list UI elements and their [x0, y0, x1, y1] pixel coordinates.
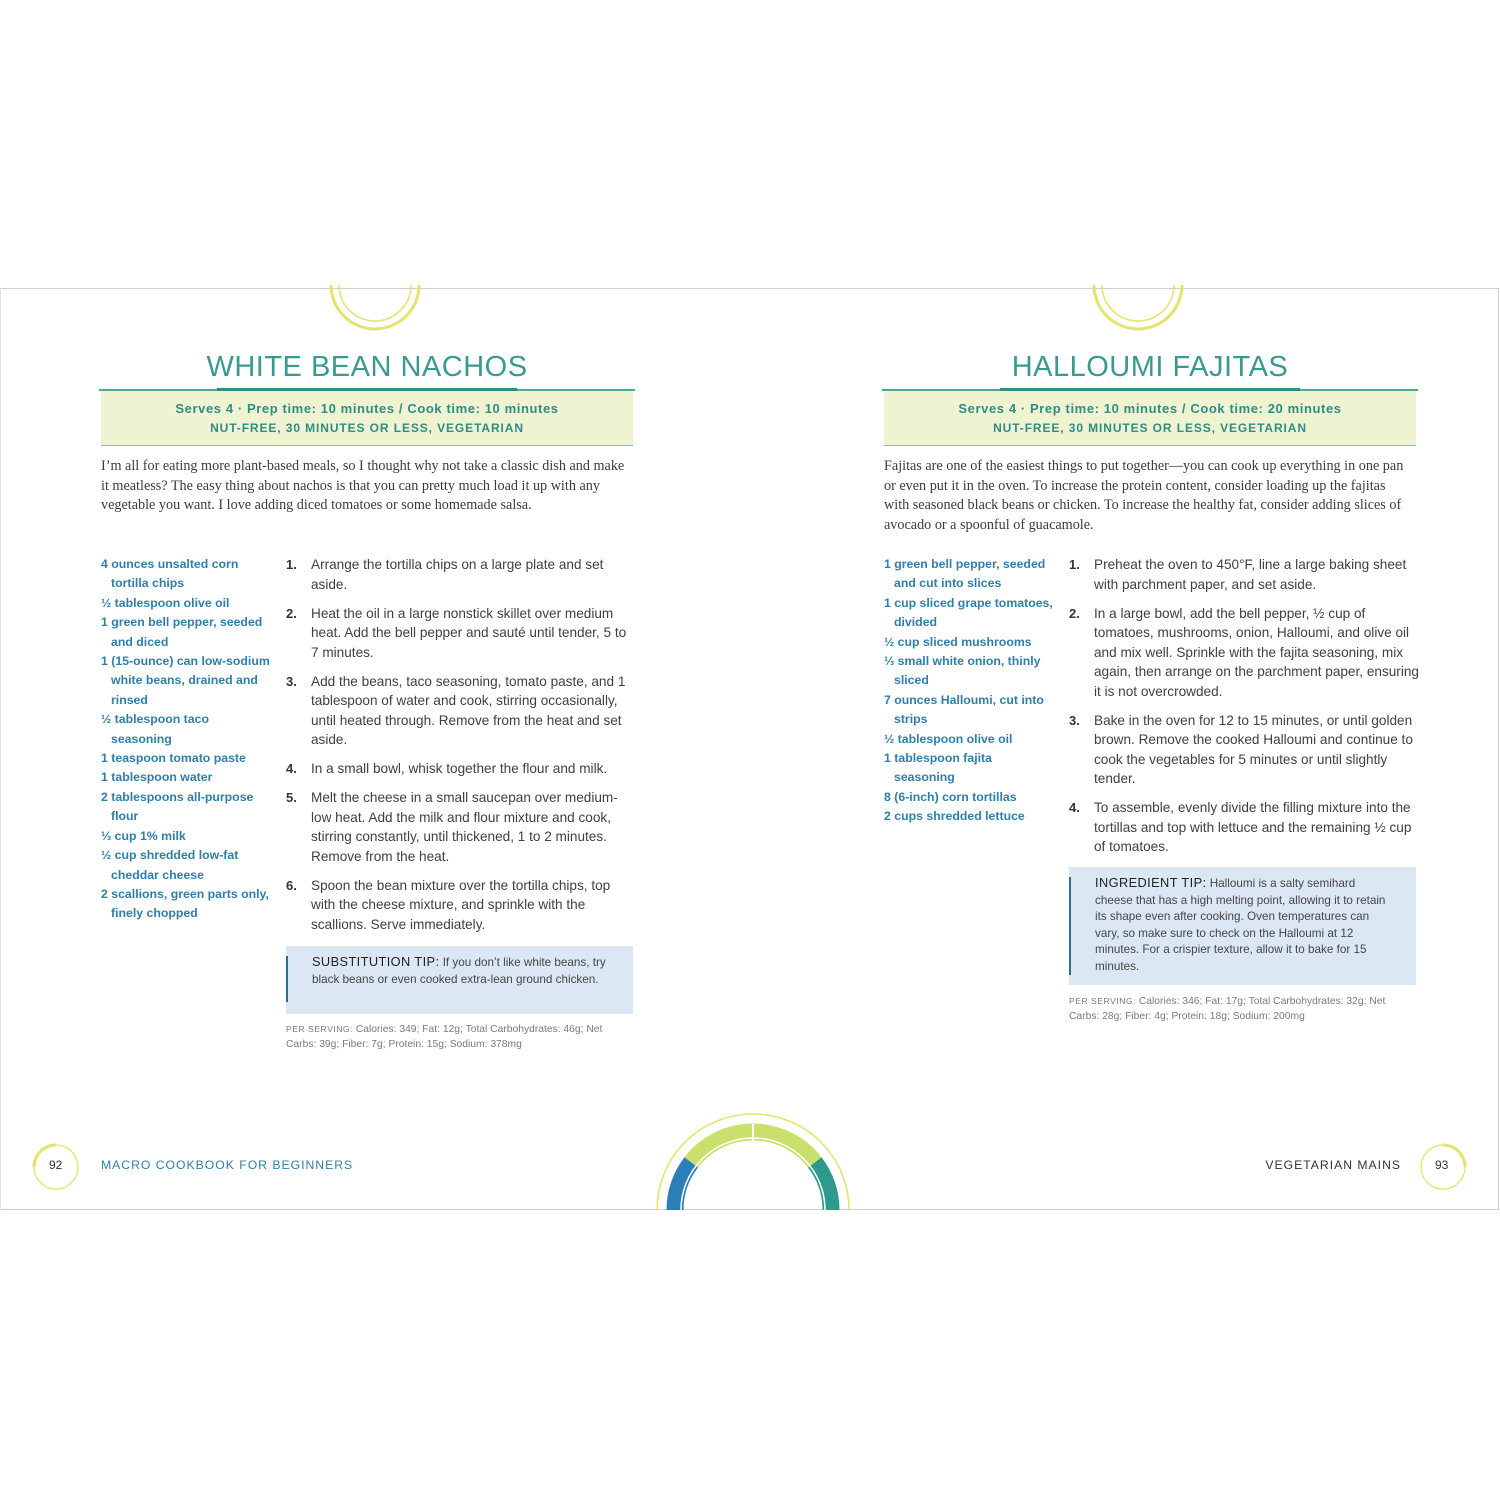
substitution-tip-box	[286, 946, 633, 1014]
step-number: 2.	[286, 605, 297, 621]
step-number: 2.	[1069, 605, 1080, 621]
recipe-servings-times: Serves 4 · Prep time: 10 minutes / Cook time: 20 minutes	[958, 401, 1342, 416]
recipe-info-box	[884, 391, 1416, 446]
tip-label: SUBSTITUTION TIP:	[312, 954, 440, 969]
instruction-step	[1069, 798, 1419, 857]
step-number: 4.	[286, 761, 297, 776]
instruction-step	[1069, 711, 1419, 789]
bottom-macro-ring-decoration	[653, 1116, 853, 1210]
step-number: 1.	[1069, 557, 1080, 572]
book-title-folio: MACRO COOKBOOK FOR BEGINNERS	[101, 1158, 354, 1172]
recipe-labels: NUT-FREE, 30 MINUTES OR LESS, VEGETARIAN	[210, 421, 524, 435]
ingredient-item: 1 cup sliced grape tomatoes, divided	[884, 595, 1053, 630]
ingredient-item: ½ tablespoon olive oil	[101, 595, 230, 610]
ingredient-item: 2 cups shredded lettuce	[884, 809, 1025, 824]
tip-accent-bar	[286, 956, 288, 1002]
top-ring-decoration-left	[327, 283, 423, 335]
ingredient-item: ½ cup shredded low-fat cheddar cheese	[101, 848, 239, 882]
book-spread	[0, 288, 1499, 1210]
ingredient-item: 1 tablespoon fajita seasoning	[884, 751, 992, 785]
ingredient-item: ⅓ cup 1% milk	[101, 828, 186, 843]
ingredient-item: 2 tablespoons all-purpose flour	[101, 789, 254, 824]
tip-text	[312, 954, 612, 988]
ingredient-item: 1 green bell pepper, seeded and cut into slices	[884, 557, 1046, 591]
step-text: Melt the cheese in a small saucepan over medium-low heat. Add the milk and flour mixture and cook, stirring constantly, until thickened, 1 to 2 minutes. Remove from the heat.	[311, 790, 618, 864]
instruction-step	[1069, 604, 1419, 702]
step-text: Add the beans, taco seasoning, tomato paste, and 1 tablespoon of water and cook, stirring occasionally, until heated through. Remove from the heat and set aside.	[311, 673, 626, 747]
ingredient-item: ½ cup sliced mushrooms	[884, 634, 1032, 649]
ingredient-item: 1 (15-ounce) can low-sodium white beans, drained and rinsed	[101, 654, 270, 707]
recipe-title: HALLOUMI FAJITAS	[1011, 351, 1289, 383]
nutrition-values: Calories: 346; Fat: 17g; Total Carbohydrates: 32g; Net Carbs: 28g; Fiber: 4g; Protein: 18g; Sodium: 200mg	[1069, 996, 1386, 1022]
nutrition-label: PER SERVING:	[1069, 996, 1136, 1006]
tip-label: INGREDIENT TIP:	[1095, 875, 1207, 890]
ingredient-list	[884, 555, 1056, 827]
top-ring-decoration-right	[1090, 283, 1186, 335]
recipe-labels: NUT-FREE, 30 MINUTES OR LESS, VEGETARIAN	[993, 421, 1307, 435]
step-text: Spoon the bean mixture over the tortilla chips, top with the cheese mixture, and sprinkle with the scallions. Serve immediately.	[311, 877, 611, 932]
ingredient-list	[101, 555, 273, 924]
instruction-list	[1069, 555, 1419, 866]
instruction-step	[1069, 555, 1419, 594]
ingredient-item: 1 teaspoon tomato paste	[101, 751, 246, 766]
step-text: In a small bowl, whisk together the flour and milk.	[311, 761, 608, 776]
ingredient-item: 8 (6-inch) corn tortillas	[884, 789, 1017, 804]
tip-accent-bar	[1069, 877, 1071, 975]
recipe-title: WHITE BEAN NACHOS	[206, 351, 528, 383]
step-number: 1.	[286, 557, 297, 572]
ingredient-item: 1 tablespoon water	[101, 770, 213, 785]
nutrition-values: Calories: 349; Fat: 12g; Total Carbohydrates: 46g; Net Carbs: 39g; Fiber: 7g; Protein: 15g; Sodium: 378mg	[286, 1024, 603, 1050]
step-text: Bake in the oven for 12 to 15 minutes, or until golden brown. Remove the cooked Halloumi and continue to cook the vegetables for 5 minutes or until slightly tender.	[1094, 712, 1413, 786]
tip-body: Halloumi is a salty semihard cheese that has a high melting point, allowing it to retain its shape even after cooking. Oven temperatures can vary, so make sure to check on the Halloumi at 12 minutes. For a crispier texture, allow it to bake for 15 minutes.	[1095, 877, 1386, 973]
step-text: Arrange the tortilla chips on a large plate and set aside.	[311, 557, 604, 592]
instruction-step	[286, 604, 636, 663]
step-number: 3.	[1069, 712, 1080, 728]
recipe-info-box	[101, 391, 633, 446]
instruction-step	[286, 788, 636, 866]
ingredient-item: ⅓ small white onion, thinly sliced	[884, 654, 1041, 688]
instruction-list	[286, 555, 636, 944]
tip-body: If you don’t like white beans, try black beans or even cooked extra-lean ground chicken.	[312, 956, 606, 986]
page-number: 93	[1435, 1158, 1449, 1172]
step-number: 4.	[1069, 800, 1080, 815]
ingredient-item: 4 ounces unsalted corn tortilla chips	[101, 557, 239, 591]
tip-text	[1095, 875, 1395, 976]
instruction-step	[286, 555, 636, 594]
step-text: Preheat the oven to 450°F, line a large baking sheet with parchment paper, and set aside.	[1094, 557, 1407, 592]
step-number: 6.	[286, 877, 297, 893]
step-text: To assemble, evenly divide the filling mixture into the tortillas and top with lettuce and the remaining ½ cup of tomatoes.	[1094, 800, 1412, 854]
page-number: 92	[49, 1158, 63, 1172]
instruction-step	[286, 672, 636, 750]
step-text: Heat the oil in a large nonstick skillet over medium heat. Add the bell pepper and sauté until tender, 5 to 7 minutes.	[311, 605, 627, 660]
nutrition-info	[286, 1022, 626, 1052]
nutrition-info	[1069, 994, 1409, 1024]
recipe-servings-times: Serves 4 · Prep time: 10 minutes / Cook time: 10 minutes	[175, 401, 559, 416]
ingredient-item: 1 green bell pepper, seeded and diced	[101, 615, 263, 649]
section-title-folio: VEGETARIAN MAINS	[1265, 1158, 1401, 1172]
ingredient-item: ½ tablespoon taco seasoning	[101, 712, 209, 746]
ingredient-tip-box	[1069, 867, 1416, 985]
ingredient-item: 2 scallions, green parts only, finely chopped	[101, 886, 269, 921]
instruction-step	[286, 759, 636, 779]
step-number: 5.	[286, 790, 297, 805]
recipe-intro: I’m all for eating more plant-based meals, so I thought why not take a classic dish and make it meatless? The easy thing about nachos is that you can pretty much load it up with any vegetable you want. I love adding diced tomatoes or some homemade salsa.	[101, 458, 625, 513]
step-text: In a large bowl, add the bell pepper, ½ cup of tomatoes, mushrooms, onion, Halloumi, and olive oil and mix well. Sprinkle with the fajita seasoning, mix again, then arrange on the parchment paper, ensuring it is not overcrowded.	[1094, 605, 1419, 699]
nutrition-label: PER SERVING:	[286, 1024, 353, 1034]
recipe-intro: Fajitas are one of the easiest things to put together—you can cook up everything in one pan or even put it in the oven. To increase the protein content, consider loading up the fajitas with seasoned black beans or chicken. To increase the healthy fat, consider adding slices of avocado or a spoonful of guacamole.	[884, 458, 1404, 533]
ingredient-item: 7 ounces Halloumi, cut into strips	[884, 692, 1044, 727]
instruction-step	[286, 876, 636, 935]
ingredient-item: ½ tablespoon olive oil	[884, 731, 1013, 746]
step-number: 3.	[286, 673, 297, 689]
